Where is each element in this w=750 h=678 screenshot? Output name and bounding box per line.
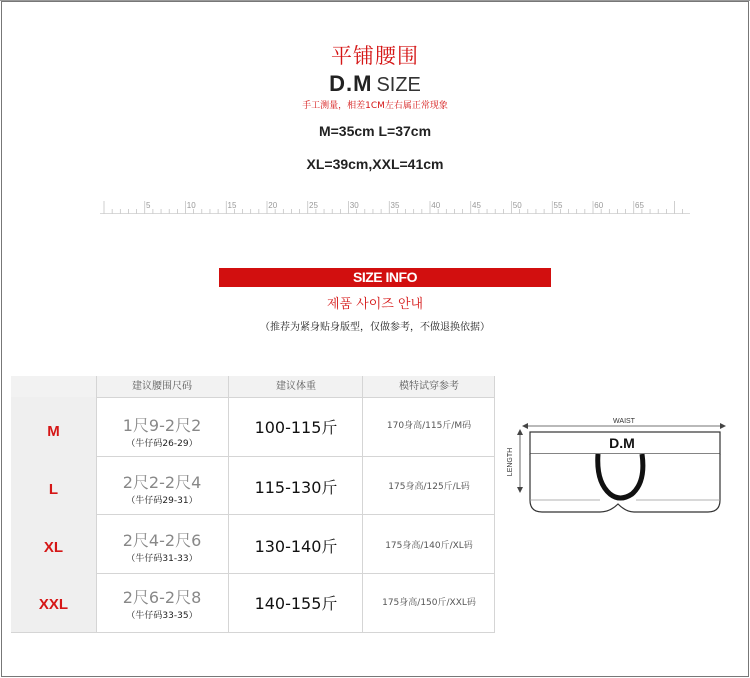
model-reference: 175身高/150斤/XXL码 xyxy=(382,598,476,608)
measurement-note: 手工测量，相差1CM左右属正常现象 xyxy=(302,101,448,111)
ruler-label: 55 xyxy=(553,201,563,210)
ruler-label: 10 xyxy=(186,201,196,210)
size-label-m: M xyxy=(47,423,60,440)
measuring-ruler xyxy=(100,198,690,214)
size-info-korean: 제품 사이즈 안내 xyxy=(326,297,424,312)
size-label-xxl: XXL xyxy=(38,596,69,613)
header-model: 模特试穿参考 xyxy=(399,381,459,392)
waist-range: 2尺4-2尺6 xyxy=(122,531,202,550)
weight-range: 100-115斤 xyxy=(254,418,338,437)
ruler-label: 60 xyxy=(594,201,604,210)
weight-range: 140-155斤 xyxy=(254,594,338,613)
ruler-label: 20 xyxy=(268,201,278,210)
waist-measure-m-l: M=35cm L=37cm xyxy=(318,123,432,139)
waist-label: WAIST xyxy=(613,418,635,425)
jeans-size: （牛仔码33-35） xyxy=(126,611,198,621)
model-reference: 170身高/115斤/M码 xyxy=(386,421,472,431)
header-waist: 建议腰围尺码 xyxy=(132,381,192,392)
header-weight: 建议体重 xyxy=(276,381,316,392)
jeans-size: （牛仔码31-33） xyxy=(126,554,198,564)
size-label-xl: XL xyxy=(43,539,64,556)
table-bottom-line xyxy=(11,632,495,633)
row-divider xyxy=(96,397,495,398)
row-divider xyxy=(96,573,495,574)
weight-range: 130-140斤 xyxy=(254,537,338,556)
row-divider xyxy=(96,456,495,457)
waist-range: 2尺2-2尺4 xyxy=(122,473,202,492)
size-info-note: （推荐为紧身贴身版型，仅做参考，不做退换依据） xyxy=(260,322,490,333)
size-label-l: L xyxy=(48,481,59,498)
length-label: LENGTH xyxy=(507,447,514,477)
waist-range: 2尺6-2尺8 xyxy=(122,588,202,607)
ruler-label: 35 xyxy=(390,201,400,210)
diagram-brand: D.M xyxy=(609,435,635,451)
jeans-size: （牛仔码29-31） xyxy=(126,496,198,506)
ruler-label: 15 xyxy=(227,201,237,210)
ruler-label: 25 xyxy=(309,201,318,210)
briefs-diagram xyxy=(500,412,730,532)
model-reference: 175身高/125斤/L码 xyxy=(388,482,470,492)
brand-line xyxy=(0,71,750,97)
ruler-label: 5 xyxy=(146,201,151,210)
jeans-size: （牛仔码26-29） xyxy=(126,439,198,449)
ruler-label: 65 xyxy=(635,201,644,210)
size-info-banner: SIZE INFO xyxy=(219,268,551,287)
ruler-label: 50 xyxy=(512,201,522,210)
size-table xyxy=(11,376,495,633)
brand-suffix: SIZE xyxy=(376,74,421,96)
model-reference: 175身高/140斤/XL码 xyxy=(385,541,473,551)
ruler-label: 30 xyxy=(349,201,359,210)
page-title: 平铺腰围 xyxy=(331,44,419,68)
row-divider xyxy=(96,514,495,515)
weight-range: 115-130斤 xyxy=(254,478,338,497)
brand-name: D.M xyxy=(329,71,373,96)
waist-range: 1尺9-2尺2 xyxy=(122,416,202,435)
waist-measure-xl-xxl: XL=39cm,XXL=41cm xyxy=(306,156,444,172)
ruler-label: 40 xyxy=(431,201,441,210)
ruler-label: 45 xyxy=(472,201,481,210)
length-measure-arrow xyxy=(517,429,523,493)
